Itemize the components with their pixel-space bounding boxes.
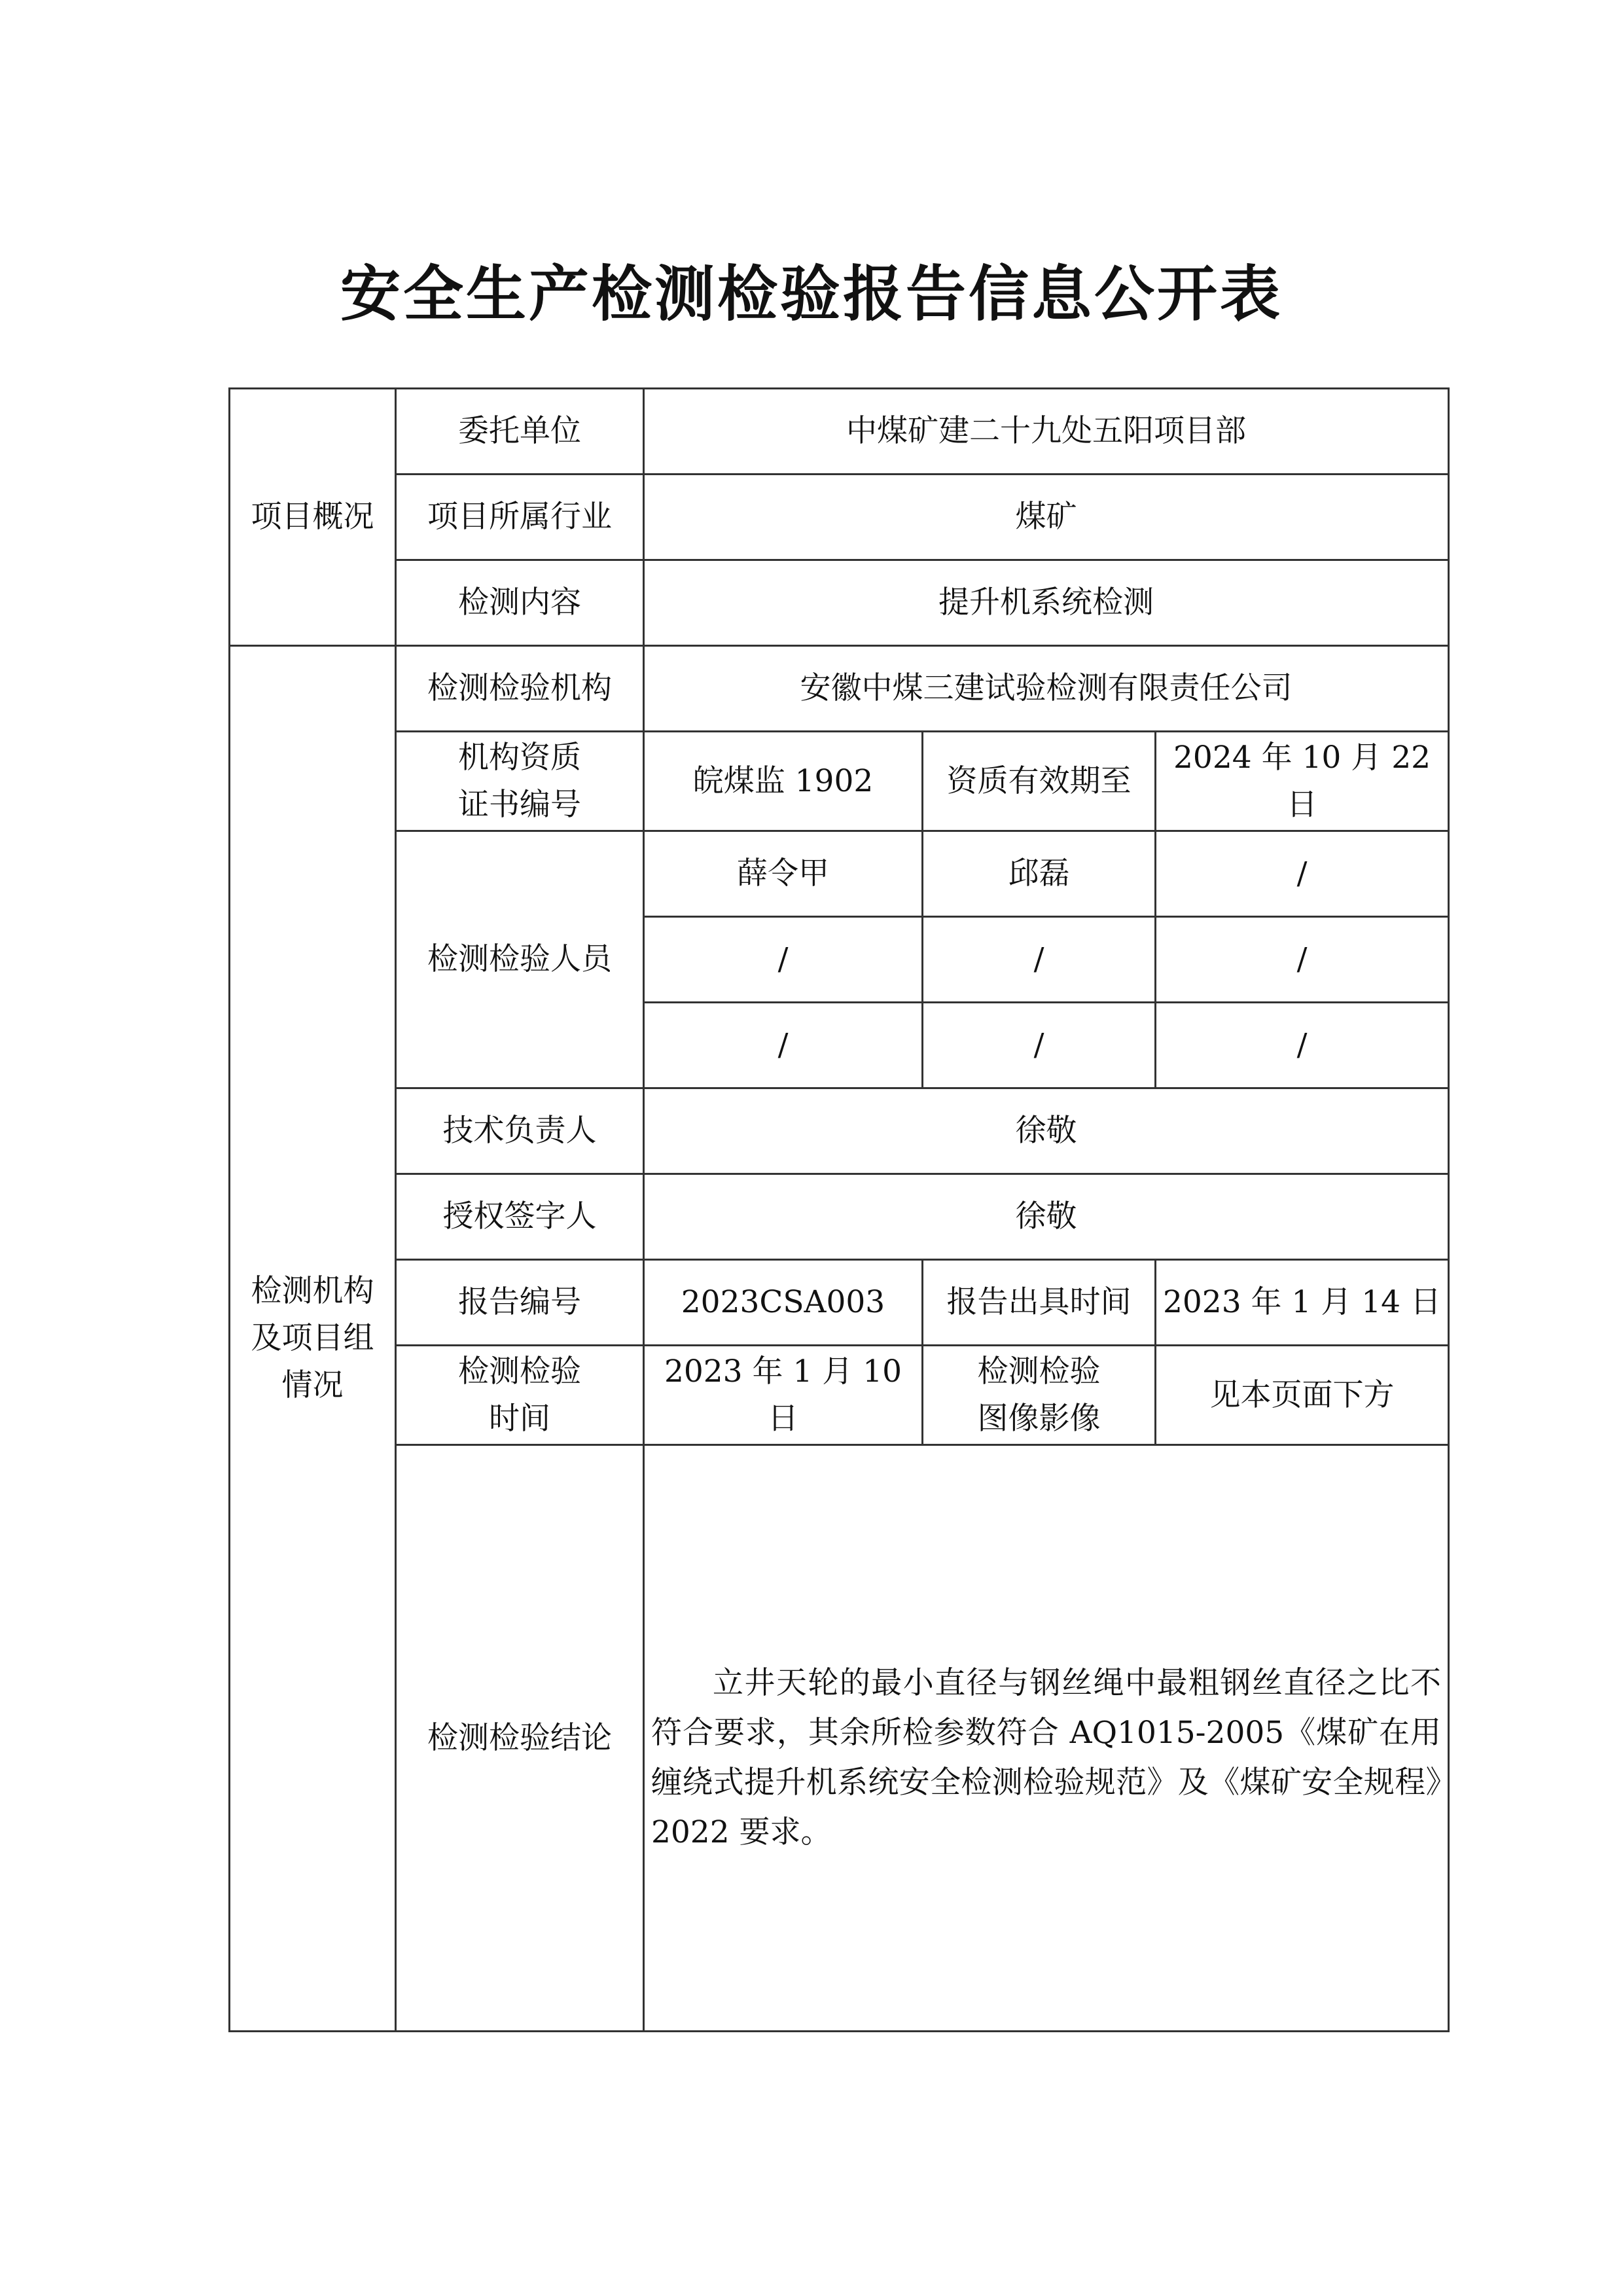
conclusion-text: 立井天轮的最小直径与钢丝绳中最粗钢丝直径之比不符合要求，其余所检参数符合 AQ1015-2005《煤矿在用缠绕式提升机系统安全检测检验规范》及《煤矿安全规程》2022 要求。: [651, 1664, 1442, 1850]
image-label-line1: 检测检验: [977, 1353, 1101, 1390]
table-row: [230, 732, 1449, 831]
cert-value: 皖煤监 1902: [644, 732, 923, 831]
issue-time-label: 报告出具时间: [923, 1260, 1156, 1346]
validity-label: 资质有效期至: [923, 732, 1156, 831]
personnel-cell: /: [644, 917, 923, 1003]
personnel-cell: 薛令甲: [644, 831, 923, 917]
personnel-label: 检测检验人员: [396, 831, 644, 1088]
info-table: [228, 387, 1450, 2032]
validity-value: 2024 年 10 月 22 日: [1156, 732, 1449, 831]
personnel-cell: /: [1156, 917, 1449, 1003]
personnel-cell: /: [923, 917, 1156, 1003]
table-row: [230, 646, 1449, 732]
industry-label: 项目所属行业: [396, 475, 644, 560]
content-label: 检测内容: [396, 560, 644, 646]
tech-lead-label: 技术负责人: [396, 1088, 644, 1174]
personnel-cell: /: [923, 1003, 1156, 1088]
table-row: [230, 831, 1449, 917]
table-row: [230, 1346, 1449, 1445]
image-value: 见本页面下方: [1156, 1346, 1449, 1445]
conclusion-cell: [644, 1445, 1449, 2032]
inspection-time-label-line2: 时间: [489, 1400, 550, 1437]
personnel-cell: 邱磊: [923, 831, 1156, 917]
inspection-time-label: [396, 1346, 644, 1445]
page-title: 安全生产检测检验报告信息公开表: [340, 259, 1283, 329]
personnel-cell: /: [1156, 831, 1449, 917]
content-value: 提升机系统检测: [644, 560, 1449, 646]
section-overview-label: 项目概况: [230, 389, 396, 646]
inspection-time-label-line1: 检测检验: [458, 1353, 581, 1390]
table-row: [230, 389, 1449, 475]
institution-label: 检测检验机构: [396, 646, 644, 732]
report-no-value: 2023CSA003: [644, 1260, 923, 1346]
table-row: [230, 475, 1449, 560]
cert-label: [396, 732, 644, 831]
client-value: 中煤矿建二十九处五阳项目部: [644, 389, 1449, 475]
issue-time-value: 2023 年 1 月 14 日: [1156, 1260, 1449, 1346]
table-row: [230, 1445, 1449, 2032]
institution-value: 安徽中煤三建试验检测有限责任公司: [644, 646, 1449, 732]
report-no-label: 报告编号: [396, 1260, 644, 1346]
tech-lead-value: 徐敬: [644, 1088, 1449, 1174]
image-label: [923, 1346, 1156, 1445]
inspection-time-value: 2023 年 1 月 10 日: [644, 1346, 923, 1445]
cert-label-line1: 机构资质: [458, 739, 581, 776]
industry-value: 煤矿: [644, 475, 1449, 560]
client-label: 委托单位: [396, 389, 644, 475]
personnel-cell: /: [1156, 1003, 1449, 1088]
table-row: [230, 1260, 1449, 1346]
table-row: [230, 1174, 1449, 1260]
cert-label-line2: 证书编号: [458, 786, 581, 823]
table-row: [230, 1088, 1449, 1174]
image-label-line2: 图像影像: [977, 1400, 1101, 1437]
signatory-value: 徐敬: [644, 1174, 1449, 1260]
section-conclusion-label: 检测检验结论: [396, 1445, 644, 2032]
table-row: [230, 560, 1449, 646]
signatory-label: 授权签字人: [396, 1174, 644, 1260]
section-org-label: 检测机构及项目组情况: [230, 646, 396, 2032]
personnel-cell: /: [644, 1003, 923, 1088]
